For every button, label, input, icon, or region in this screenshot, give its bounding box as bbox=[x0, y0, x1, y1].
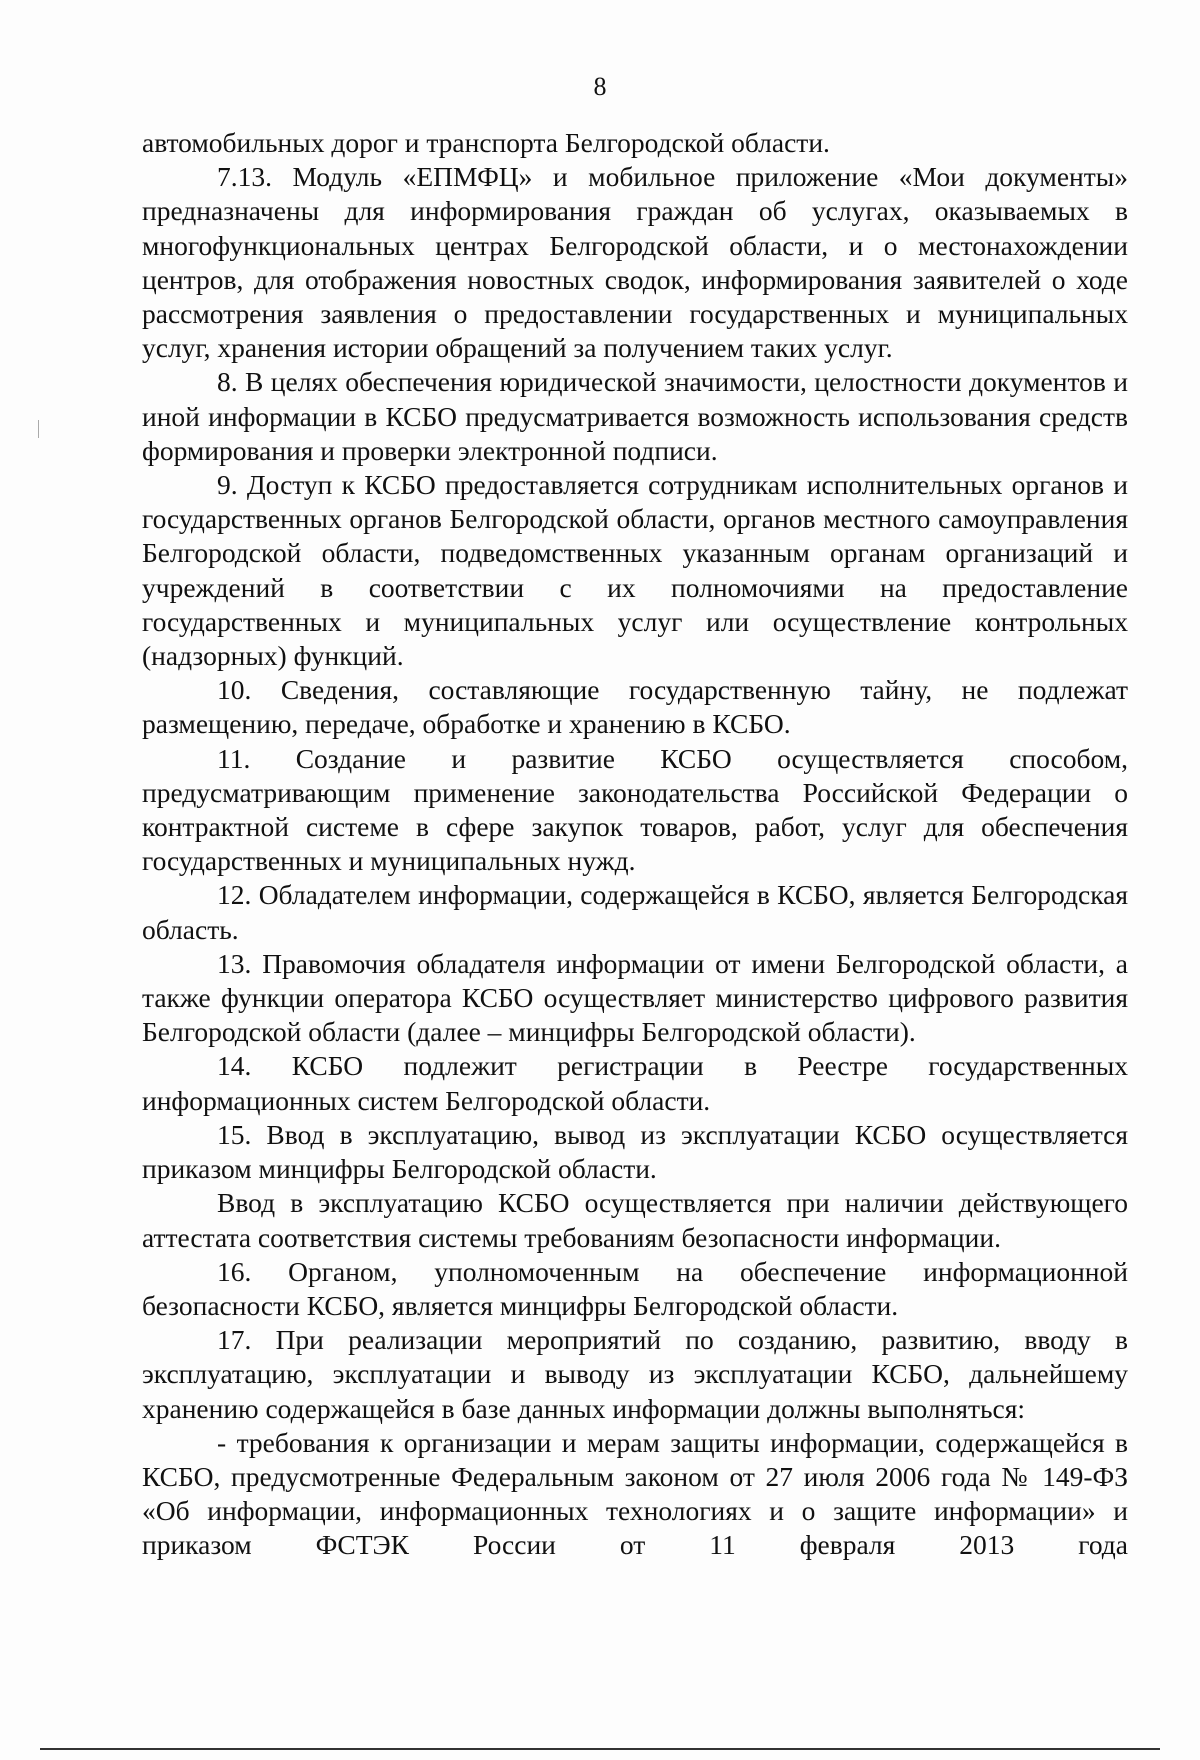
document-body bbox=[142, 126, 1128, 1563]
paragraph: 15. Ввод в эксплуатацию, вывод из эксплуатации КСБО осуществляется приказом минцифры Белгородской области. bbox=[142, 1118, 1128, 1185]
paragraph: 10. Сведения, составляющие государственную тайну, не подлежат размещению, передаче, обработке и хранению в КСБО. bbox=[142, 674, 1128, 740]
paragraph: автомобильных дорог и транспорта Белгородской области. bbox=[142, 127, 830, 158]
paragraph: 7.13. Модуль «ЕПМФЦ» и мобильное приложение «Мои документы» предназначены для информирования граждан об услугах, оказываемых в многофункциональных центрах Белгородской области, и о местонахождении центров, для отображения новостных сводок, информирования заявителей о ходе рассмотрения заявления о предоставлении государственных и муниципальных услуг, хранения истории обращений за получением таких услуг. bbox=[142, 161, 1128, 364]
paragraph: 8. В целях обеспечения юридической значимости, целостности документов и иной информации в КСБО предусматривается возможность использования средств формирования и проверки электронной подписи. bbox=[142, 366, 1128, 466]
paragraph: 11. Создание и развитие КСБО осуществляется способом, предусматривающим применение законодательства Российской Федерации о контрактной системе в сфере закупок товаров, работ, услуг для обеспечения государственных и муниципальных нужд. bbox=[142, 742, 1128, 877]
paragraph: 14. КСБО подлежит регистрации в Реестре государственных информационных систем Белгородской области. bbox=[142, 1050, 1128, 1116]
page-bottom-edge bbox=[40, 1748, 1160, 1750]
paragraph: 16. Органом, уполномоченным на обеспечение информационной безопасности КСБО, является минцифры Белгородской области. bbox=[142, 1255, 1128, 1321]
paragraph: 13. Правомочия обладателя информации от имени Белгородской области, а также функции оператора КСБО осуществляет министерство цифрового развития Белгородской области (далее – минцифры Белгородской области). bbox=[142, 947, 1128, 1048]
paragraph: 12. Обладателем информации, содержащейся в КСБО, является Белгородская область. bbox=[142, 879, 1128, 945]
scan-artifact bbox=[38, 420, 39, 438]
paragraph: 17. При реализации мероприятий по созданию, развитию, вводу в эксплуатацию, эксплуатации и выводу из эксплуатации КСБО, дальнейшему хранению содержащейся в базе данных информации должны выполняться: bbox=[142, 1324, 1128, 1424]
paragraph: - требования к организации и мерам защиты информации, содержащейся в КСБО, предусмотренные Федеральным законом от 27 июля 2006 года № 149-ФЗ «Об информации, информационных технологиях и о защите информации» и приказом ФСТЭК России от 11 февраля 2013 года bbox=[142, 1426, 1128, 1561]
paragraph: 9. Доступ к КСБО предоставляется сотрудникам исполнительных органов и государственных органов Белгородской области, органов местного самоуправления Белгородской области, подведомственных указанным органам организаций и учреждений в соответствии с их полномочиями на предоставление государственных и муниципальных услуг или осуществление контрольных (надзорных) функций. bbox=[142, 469, 1128, 672]
paragraph: Ввод в эксплуатацию КСБО осуществляется при наличии действующего аттестата соответствия системы требованиям безопасности информации. bbox=[142, 1187, 1128, 1253]
page-number: 8 bbox=[593, 72, 607, 101]
